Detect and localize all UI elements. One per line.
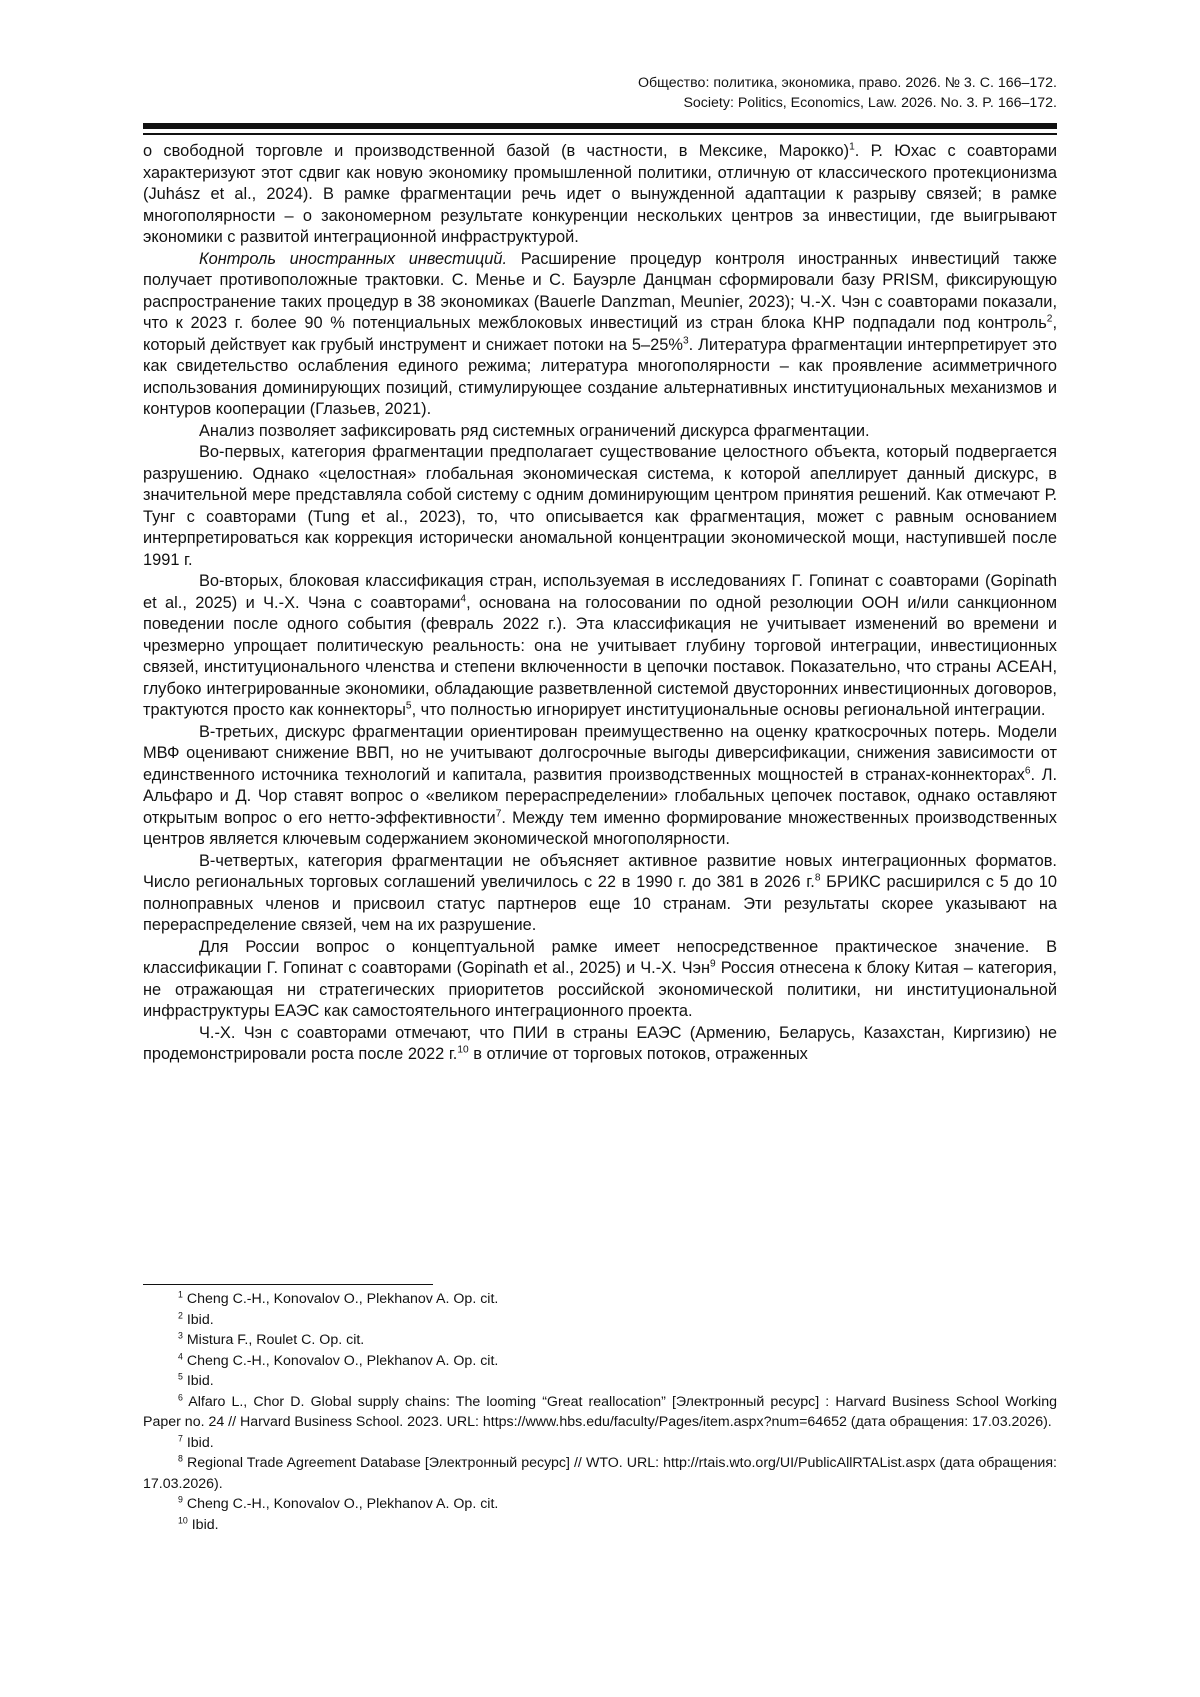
paragraph-analysis: Анализ позволяет зафиксировать ряд системных ограничений дискурса фрагментации.	[199, 421, 870, 440]
footnote-ref-5[interactable]: 5	[405, 700, 412, 712]
article-body	[143, 141, 1057, 1066]
header-rule-thin	[143, 133, 1057, 135]
footnote: $^7$ Ibid.	[178, 1432, 214, 1451]
footnote: $^8$ Regional Trade Agreement Database [Электронный ресурс] // WTO. URL: http://rtais.wto.org/UI/PublicAllRTAList.aspx (дата обращения: 17.03.2026).	[143, 1453, 1057, 1492]
header-line-ru: Общество: политика, экономика, право. 2026. № 3. С. 166–172.	[638, 75, 1057, 91]
footnote-separator	[143, 1284, 433, 1285]
footnotes	[143, 1284, 1057, 1535]
paragraph-investment-control: Контроль иностранных инвестиций. Расширение процедур контроля иностранных инвестиций также получает противоположные трактовки. С. Менье и С. Бауэрле Данцман сформировали базу PRISM, фиксирующую распространение таких процедур в 38 экономиках (Bauerle Danzman, Meunier, 2023); Ч.-Х. Чэн с соавторами показали, что к 2023 г. более 90 % потенциальных межблоковых инвестиций из стран блока КНР подпадали под контроль$^2$, который действует как грубый инструмент и снижает потоки на 5–25%$^3$. Литература фрагментации интерпретирует это как свидетельство ослабления единого режима; литература многополярности – как проявление асимметричного использования доминирующих позиций, стимулирующее создание альтернативных институциональных механизмов и контуров кооперации (Глазьев, 2021).	[143, 249, 1057, 418]
footnote: $^1$ Cheng C.-H., Konovalov O., Plekhanov A. Op. cit.	[178, 1289, 499, 1307]
paragraph-eaeu: Ч.-Х. Чэн с соавторами отмечают, что ПИИ в страны ЕАЭС (Армению, Беларусь, Казахстан, Киргизию) не продемонстрировали роста после 2022 г.$^{10}$ в отличие от торговых потоков, отраженных	[143, 1023, 1057, 1063]
footnote: $^4$ Cheng C.-H., Konovalov O., Plekhanov A. Op. cit.	[178, 1350, 499, 1369]
footnote-ref-2[interactable]: 2	[1046, 313, 1053, 325]
paragraph-first: Во-первых, категория фрагментации предполагает существование целостного объекта, который подвергается разрушению. Однако «целостная» глобальная экономическая система, к которой апеллирует данный дискурс, в значительной мере представляла собой систему с одним доминирующим центром принятия решений. Как отмечают Р. Тунг с соавторами (Tung et al., 2023), то, что описывается как фрагментация, может с равным основанием интерпретироваться как коррекция исторически аномальной концентрации экономической мощи, наступившей после 1991 г.	[143, 443, 1057, 569]
footnote-ref-6[interactable]: 6	[1024, 765, 1031, 777]
header-line-en: Society: Politics, Economics, Law. 2026. No. 3. P. 166–172.	[683, 95, 1057, 111]
footnote-ref-4[interactable]: 4	[460, 593, 467, 605]
paragraph-fourth: В-четвертых, категория фрагментации не объясняет активное развитие новых интеграционных форматов. Число региональных торговых соглашений увеличилось с 22 в 1990 г. до 381 в 2026 г.$^8$ БРИКС расширился с 5 до 10 полноправных членов и присвоил статус партнеров еще 10 странам. Эти результаты скорее указывают на перераспределение связей, чем на их разрушение.	[143, 851, 1057, 934]
footnote-ref-1[interactable]: 1	[849, 141, 855, 153]
footnote-ref-9[interactable]: 9	[710, 958, 716, 970]
paragraph-russia: Для России вопрос о концептуальной рамке имеет непосредственное практическое значение. В классификации Г. Гопинат с соавторами (Gopinath et al., 2025) и Ч.-Х. Чэн$^9$ Россия отнесена к блоку Китая – категория, не отражающая ни стратегических приоритетов российской экономической политики, ни институциональной инфраструктуры ЕАЭС как самостоятельного интеграционного проекта.	[143, 937, 1057, 1020]
footnote: $^5$ Ibid.	[178, 1371, 214, 1389]
footnote: $^{10}$ Ibid.	[178, 1514, 219, 1533]
running-header	[157, 73, 1057, 113]
footnote-ref-3[interactable]: 3	[682, 335, 689, 347]
footnote: $^6$ Alfaro L., Chor D. Global supply chains: The looming “Great reallocation” [Электронный ресурс] : Harvard Business School Working Paper no. 24 // Harvard Business School. 2023. URL: https://www.hbs.edu/faculty/Pages/item.aspx?num=64652 (дата обращения: 17.03.2026).	[143, 1391, 1057, 1430]
paragraph-third: В-третьих, дискурс фрагментации ориентирован преимущественно на оценку краткосрочных потерь. Модели МВФ оценивают снижение ВВП, но не учитывают долгосрочные выгоды диверсификации, снижения зависимости от единственного источника технологий и капитала, развития производственных мощностей в странах-коннекторах$^6$. Л. Альфаро и Д. Чор ставят вопрос о «великом перераспределении» глобальных цепочек поставок, однако оставляют открытым вопрос о его нетто-эффективности$^7$. Между тем именно формирование множественных производственных центров является ключевым содержанием экономической многополярности.	[143, 722, 1057, 848]
footnote: $^9$ Cheng C.-H., Konovalov O., Plekhanov A. Op. cit.	[178, 1494, 499, 1512]
footnote: $^3$ Mistura F., Roulet C. Op. cit.	[178, 1330, 365, 1348]
paragraph-second: Во-вторых, блоковая классификация стран, используемая в исследованиях Г. Гопинат с соавторами (Gopinath et al., 2025) и Ч.-Х. Чэна с соавторами$^4$, основана на голосовании по одной резолюции ООН и/или санкционном поведении после одного события (февраль 2022 г.). Эта классификация не учитывает изменений во времени и чрезмерно упрощает политическую реальность: она не учитывает глубину торговой интеграции, инвестиционных связей, институционального членства и степени включенности в цепочки поставок. Показательно, что страны АСЕАН, глубоко интегрированные экономики, обладающие разветвленной системой двусторонних инвестиционных договоров, трактуются просто как коннекторы$^5$, что полностью игнорирует институциональные основы региональной интеграции.	[143, 572, 1057, 719]
paragraph-lead: Контроль иностранных инвестиций.	[199, 249, 508, 268]
header-rule-thick	[143, 123, 1057, 129]
footnote-ref-8[interactable]: 8	[814, 872, 821, 884]
footnote-ref-10[interactable]: 10	[457, 1044, 469, 1056]
paragraph-1: о свободной торговле и производственной базой (в частности, в Мексике, Марокко)$^1$. Р. Юхас с соавторами характеризуют этот сдвиг как новую экономику промышленной политики, отличную от классического протекционизма (Juhász et al., 2024). В рамке фрагментации речь идет о вынужденной адаптации к разрыву связей; в рамке многополярности – о закономерном результате конкуренции нескольких центров за инвестиции, где выигрывают экономики с развитой интеграционной инфраструктурой.	[143, 141, 1057, 246]
footnote-ref-7[interactable]: 7	[495, 808, 502, 820]
footnote: $^2$ Ibid.	[178, 1309, 214, 1328]
